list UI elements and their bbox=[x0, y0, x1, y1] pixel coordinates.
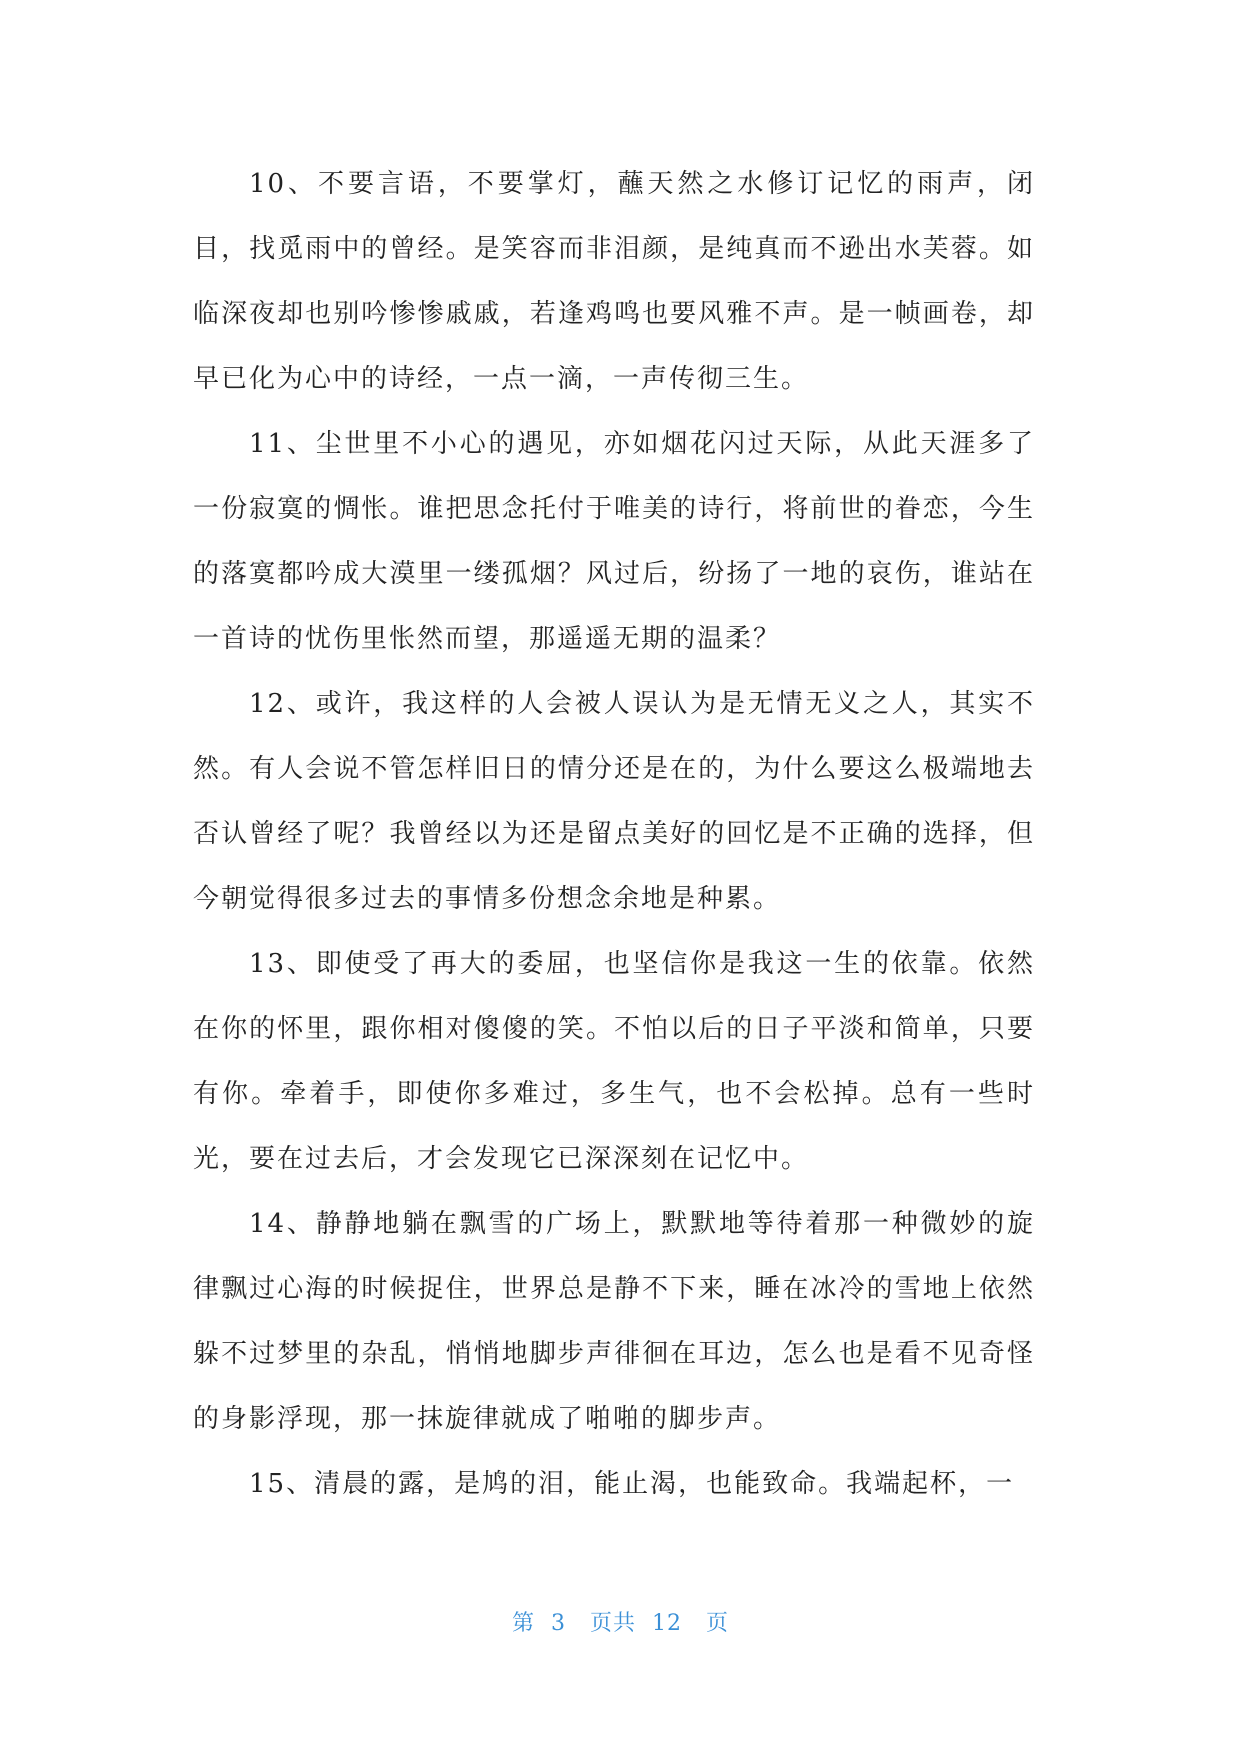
paragraph-12: 12、或许，我这样的人会被人误认为是无情无义之人，其实不然。有人会说不管怎样旧日的情分还是在的，为什么要这么极端地去否认曾经了呢？我曾经以为还是留点美好的回忆是不正确的选择，但今朝觉得很多过去的事情多份想念余地是种累。 bbox=[193, 689, 1035, 914]
paragraph-14: 14、静静地躺在飘雪的广场上，默默地等待着那一种微妙的旋律飘过心海的时候捉住，世界总是静不下来，睡在冰冷的雪地上依然躲不过梦里的杂乱，悄悄地脚步声徘徊在耳边，怎么也是看不见奇怪的身影浮现，那一抹旋律就成了啪啪的脚步声。 bbox=[193, 1209, 1035, 1434]
footer-mid: 页共 bbox=[589, 1611, 636, 1636]
footer-prefix: 第 bbox=[511, 1611, 535, 1636]
paragraph-15: 15、清晨的露，是鸠的泪，能止渴，也能致命。我端起杯，一 bbox=[249, 1469, 1015, 1499]
footer-suffix: 页 bbox=[705, 1611, 729, 1636]
document-body bbox=[193, 152, 1035, 1517]
footer-total-pages: 12 bbox=[652, 1611, 682, 1636]
paragraph-10: 10、不要言语，不要掌灯，蘸天然之水修订记忆的雨声，闭目，找觅雨中的曾经。是笑容而非泪颜，是纯真而不逊出水芙蓉。如临深夜却也别吟惨惨戚戚，若逢鸡鸣也要风雅不声。是一帧画卷，却早已化为心中的诗经，一点一滴，一声传彻三生。 bbox=[193, 169, 1035, 394]
paragraph-13: 13、即使受了再大的委屈，也坚信你是我这一生的依靠。依然在你的怀里，跟你相对傻傻的笑。不怕以后的日子平淡和简单，只要有你。牵着手，即使你多难过，多生气，也不会松掉。总有一些时光，要在过去后，才会发现它已深深刻在记忆中。 bbox=[193, 949, 1035, 1174]
paragraph-11: 11、尘世里不小心的遇见，亦如烟花闪过天际，从此天涯多了一份寂寞的惆怅。谁把思念托付于唯美的诗行，将前世的眷恋，今生的落寞都吟成大漠里一缕孤烟？风过后，纷扬了一地的哀伤，谁站在一首诗的忧伤里怅然而望，那遥遥无期的温柔？ bbox=[193, 429, 1035, 654]
footer-current-page: 3 bbox=[551, 1611, 566, 1636]
page-footer bbox=[0, 1606, 1241, 1637]
